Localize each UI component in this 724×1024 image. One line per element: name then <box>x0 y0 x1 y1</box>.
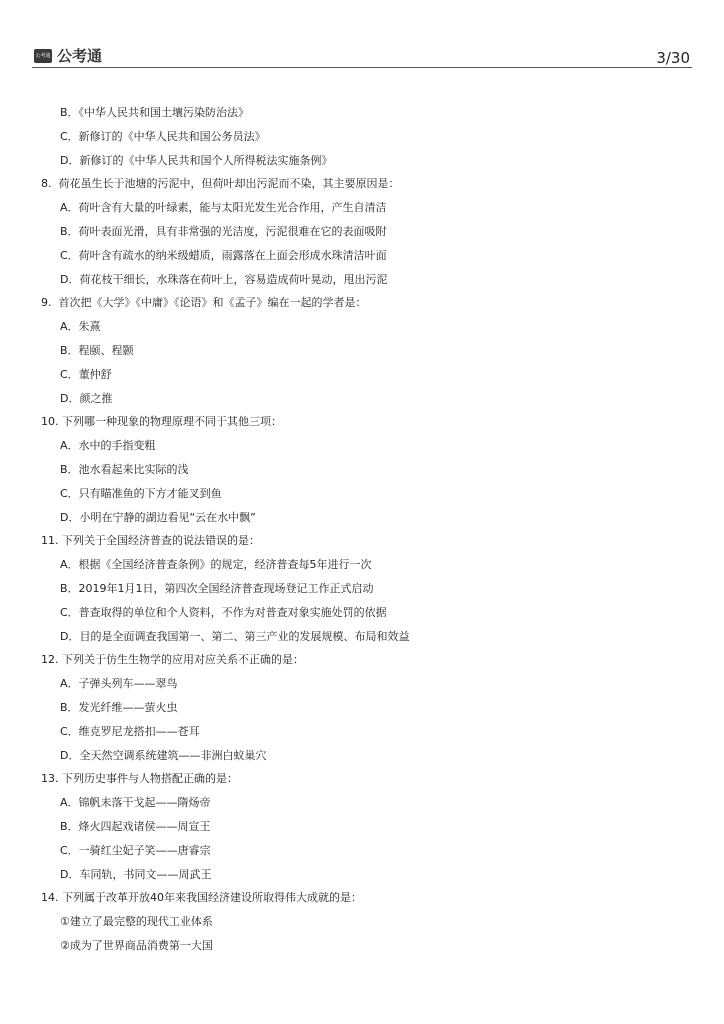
answer-option <box>0 720 724 744</box>
question-stem <box>0 172 724 196</box>
answer-option <box>0 910 724 934</box>
logo-icon: 公考通 <box>34 49 52 63</box>
option-text: D．新修订的《中华人民共和国个人所得税法实施条例》 <box>60 153 333 167</box>
option-text: C．普查取得的单位和个人资料，不作为对普查对象实施处罚的依据 <box>60 605 387 619</box>
question-list <box>0 101 724 958</box>
answer-option <box>0 863 724 887</box>
option-text: C．只有瞄准鱼的下方才能叉到鱼 <box>60 486 222 500</box>
question-stem <box>0 648 724 672</box>
option-text: D．全天然空调系统建筑——非洲白蚁巢穴 <box>60 748 267 762</box>
question-text: 下列哪一种现象的物理原理不同于其他三项： <box>62 415 282 429</box>
answer-option <box>0 387 724 411</box>
answer-option <box>0 601 724 625</box>
option-text: A．朱熹 <box>60 320 101 334</box>
question-stem <box>0 767 724 791</box>
option-text: A．荷叶含有大量的叶绿素，能与太阳光发生光合作用，产生自清洁 <box>60 201 387 215</box>
option-text: D．小明在宁静的湖边看见“云在水中飘” <box>60 510 256 524</box>
question-text: 下列属于改革开放40年来我国经济建设所取得伟大成就的是： <box>62 891 362 905</box>
option-text: C．荷叶含有疏水的纳米级蜡质，雨露落在上面会形成水珠清洁叶面 <box>60 248 387 262</box>
option-text: B．发光纤维——萤火虫 <box>60 700 178 714</box>
answer-option <box>0 672 724 696</box>
option-text: D．颜之推 <box>60 391 113 405</box>
answer-option <box>0 625 724 649</box>
answer-option <box>0 934 724 958</box>
brand-name: 公考通 <box>57 47 103 65</box>
option-text: D．车同轨，书同文——周武王 <box>60 867 212 881</box>
brand-logo <box>34 45 102 66</box>
option-text: C．维克罗尼龙搭扣——苍耳 <box>60 724 200 738</box>
question-number: 8. <box>41 177 52 191</box>
question-text: 荷花虽生长于池塘的污泥中，但荷叶却出污泥而不染，其主要原因是： <box>58 177 400 191</box>
answer-option <box>0 744 724 768</box>
option-text: D．荷花枝干细长，水珠落在荷叶上，容易造成荷叶晃动，甩出污泥 <box>60 272 388 286</box>
answer-option <box>0 696 724 720</box>
option-text: B．程颐、程颢 <box>60 343 134 357</box>
option-text: ②成为了世界商品消费第一大国 <box>60 938 213 952</box>
option-text: A．水中的手指变粗 <box>60 439 156 453</box>
question-text: 下列关于仿生生物学的应用对应关系不正确的是： <box>62 653 304 667</box>
answer-option <box>0 244 724 268</box>
page-number: 3/30 <box>656 49 690 67</box>
answer-option <box>0 196 724 220</box>
answer-option <box>0 268 724 292</box>
option-text: B．池水看起来比实际的浅 <box>60 462 189 476</box>
question-stem <box>0 529 724 553</box>
question-text: 下列历史事件与人物搭配正确的是： <box>62 772 238 786</box>
option-text: ①建立了最完整的现代工业体系 <box>60 915 213 929</box>
question-number: 13. <box>41 772 59 786</box>
question-number: 12. <box>41 653 59 667</box>
option-text: C．一骑红尘妃子笑——唐睿宗 <box>60 843 211 857</box>
option-text: A．锦帆未落干戈起——隋炀帝 <box>60 796 211 810</box>
answer-option <box>0 149 724 173</box>
answer-option <box>0 553 724 577</box>
answer-option <box>0 839 724 863</box>
page-header <box>0 0 724 70</box>
answer-option <box>0 482 724 506</box>
question-number: 9. <box>41 296 52 310</box>
option-text: B．烽火四起戏诸侯——周宣王 <box>60 819 211 833</box>
option-text: C．董仲舒 <box>60 367 112 381</box>
option-text: A．子弹头列车——翠鸟 <box>60 677 178 691</box>
answer-option <box>0 339 724 363</box>
answer-option <box>0 434 724 458</box>
option-text: C．新修订的《中华人民共和国公务员法》 <box>60 129 266 143</box>
question-text: 首次把《大学》《中庸》《论语》和《孟子》编在一起的学者是： <box>58 296 367 310</box>
question-text: 下列关于全国经济普查的说法错误的是： <box>62 534 260 548</box>
answer-option <box>0 125 724 149</box>
question-number: 11. <box>41 534 59 548</box>
question-number: 14. <box>41 891 59 905</box>
question-stem <box>0 410 724 434</box>
option-text: B．荷叶表面光滑，具有非常强的光洁度，污泥很难在它的表面吸附 <box>60 224 387 238</box>
answer-option <box>0 315 724 339</box>
question-stem <box>0 886 724 910</box>
option-text: A．根据《全国经济普查条例》的规定，经济普查每5年进行一次 <box>60 558 372 572</box>
answer-option <box>0 363 724 387</box>
question-stem <box>0 291 724 315</box>
option-text: D．目的是全面调查我国第一、第二、第三产业的发展规模、布局和效益 <box>60 629 410 643</box>
answer-option <box>0 577 724 601</box>
question-number: 10. <box>41 415 59 429</box>
header-divider <box>32 67 692 68</box>
answer-option <box>0 815 724 839</box>
answer-option <box>0 791 724 815</box>
option-text: B．2019年1月1日，第四次全国经济普查现场登记工作正式启动 <box>60 581 374 595</box>
answer-option <box>0 101 724 125</box>
option-text: B．《中华人民共和国土壤污染防治法》 <box>60 106 250 119</box>
answer-option <box>0 458 724 482</box>
answer-option <box>0 506 724 530</box>
answer-option <box>0 220 724 244</box>
